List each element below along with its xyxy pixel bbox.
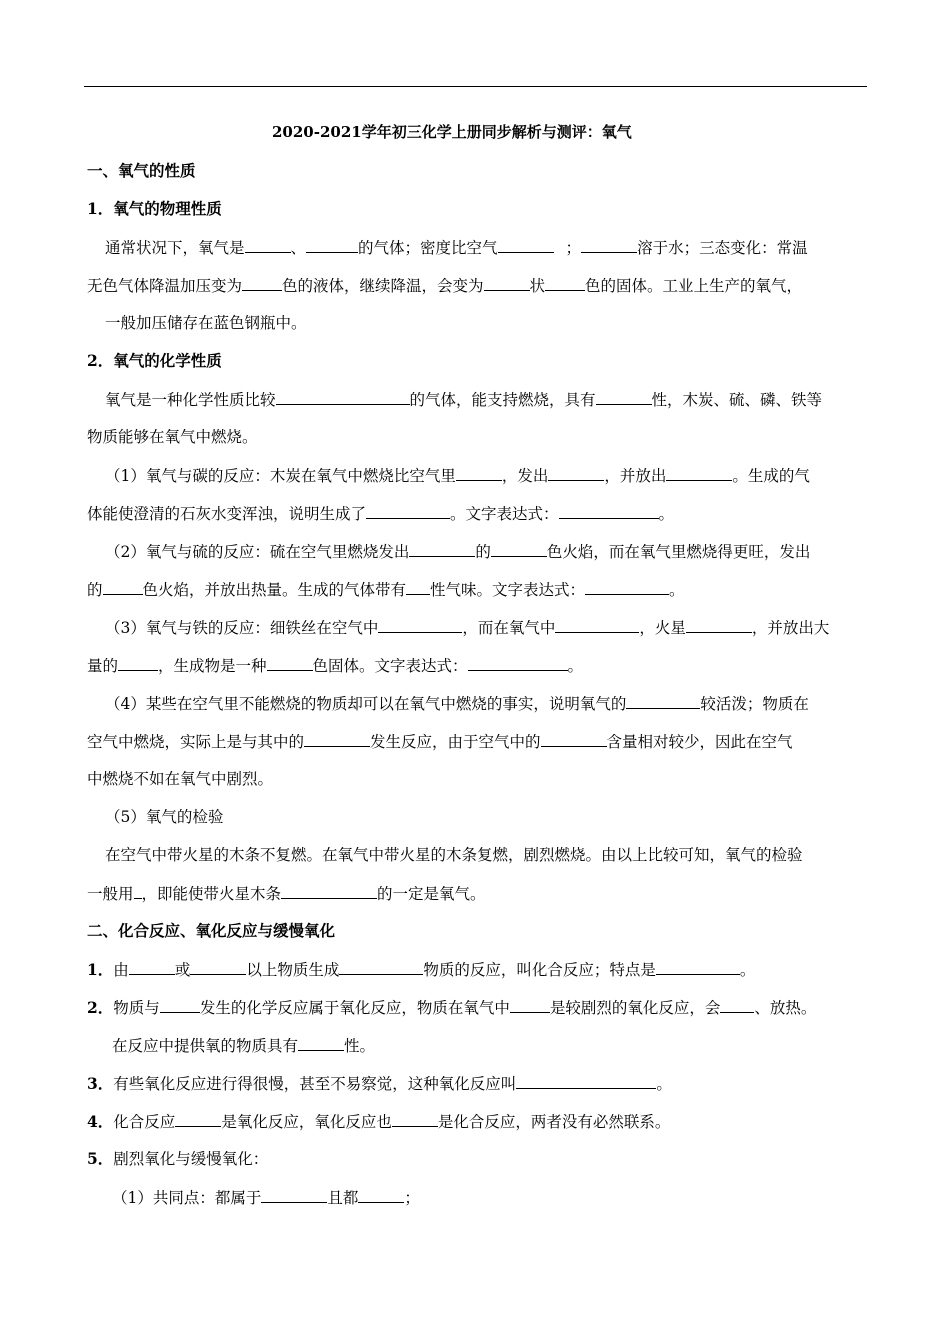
- text: 通常状况下，氧气是: [105, 239, 245, 257]
- text: 剧烈氧化与缓慢氧化：: [113, 1150, 269, 1168]
- text: 是氧化反应，氧化反应也: [221, 1113, 392, 1131]
- text: （4）某些在空气里不能燃烧的物质却可以在氧气中燃烧的事实，说明氧气的: [105, 695, 627, 713]
- text: 物质与: [113, 999, 160, 1017]
- section-1-heading: 一、氧气的性质: [87, 161, 196, 180]
- fill-blank[interactable]: [585, 579, 669, 595]
- text: 空气中燃烧，实际上是与其中的: [87, 733, 305, 751]
- text: 色的液体，继续降温，会变为: [282, 277, 484, 295]
- question-number: 2．: [87, 998, 114, 1017]
- text: 无色气体降温加压变为: [87, 277, 243, 295]
- text: 的: [475, 543, 491, 561]
- fill-blank[interactable]: [261, 1187, 327, 1203]
- text: ，并放出大: [751, 619, 830, 637]
- fill-blank[interactable]: [134, 883, 142, 899]
- fill-blank[interactable]: [468, 655, 568, 671]
- fill-blank[interactable]: [276, 389, 410, 405]
- fill-blank[interactable]: [548, 465, 604, 481]
- text: 含量相对较少，因此在空气: [606, 733, 793, 751]
- chemical-properties-line-2: 物质能够在氧气中燃烧。: [87, 428, 258, 446]
- text: 的一定是氧气。: [377, 885, 486, 903]
- subsection-number: 2．: [87, 351, 114, 370]
- fill-blank[interactable]: [720, 997, 754, 1013]
- fill-blank[interactable]: [304, 731, 370, 747]
- text: 的: [87, 581, 103, 599]
- text: 、放热。: [754, 999, 817, 1017]
- text: 且都: [327, 1189, 359, 1207]
- text: （2）氧气与硫的反应：硫在空气里燃烧发出: [105, 543, 410, 561]
- text: 。: [739, 961, 756, 979]
- oxygen-test-line-1: 在空气中带火星的木条不复燃。在氧气中带火星的木条复燃，剧烈燃烧。由以上比较可知，氧气的检验: [105, 846, 803, 864]
- fill-blank[interactable]: [498, 237, 554, 253]
- text: 色火焰，并放出热量。生成的气体带有: [142, 581, 407, 599]
- carbon-reaction-line-2: [87, 503, 674, 524]
- document-title: 2020-2021学年初三化学上册同步解析与测评：氧气: [272, 123, 632, 141]
- fill-blank[interactable]: [190, 959, 246, 975]
- fill-blank[interactable]: [103, 579, 143, 595]
- text: 物质的反应，叫化合反应；特点是: [423, 961, 656, 979]
- fill-blank[interactable]: [596, 389, 652, 405]
- text: 。: [567, 657, 584, 675]
- fill-blank[interactable]: [366, 503, 450, 519]
- fill-blank[interactable]: [510, 997, 550, 1013]
- section-2-heading: 二、化合反应、氧化反应与缓慢氧化: [87, 921, 336, 940]
- fill-blank[interactable]: [306, 237, 358, 253]
- fill-blank[interactable]: [686, 617, 752, 633]
- text: （3）氧气与铁的反应：细铁丝在空气中: [105, 619, 379, 637]
- text: 。生成的气: [732, 467, 810, 485]
- text: （1）共同点：都属于: [112, 1189, 262, 1207]
- fill-blank[interactable]: [491, 541, 547, 557]
- text: 。: [656, 1075, 672, 1093]
- text: ，而在氧气中: [462, 619, 556, 637]
- text: 色的固体。工业上生产的氧气，: [585, 277, 803, 295]
- question-number: 1．: [87, 960, 114, 979]
- fill-blank[interactable]: [160, 997, 200, 1013]
- text: 化合反应: [113, 1113, 176, 1131]
- text: 。文字表达式：: [450, 505, 559, 523]
- fill-blank[interactable]: [555, 617, 639, 633]
- fill-blank[interactable]: [541, 731, 607, 747]
- text: ；: [565, 239, 582, 257]
- chemical-properties-line-1: [105, 389, 822, 410]
- fill-blank[interactable]: [626, 693, 700, 709]
- question-1: [87, 959, 755, 980]
- fill-blank[interactable]: [484, 275, 530, 291]
- fill-blank[interactable]: [118, 655, 158, 671]
- question-number: 3．: [87, 1074, 114, 1093]
- subsection-title: 氧气的化学性质: [113, 351, 222, 370]
- fill-blank[interactable]: [559, 503, 659, 519]
- text: 发生反应，由于空气中的: [370, 733, 541, 751]
- oxygen-test-heading: （5）氧气的检验: [105, 808, 224, 826]
- fill-blank[interactable]: [406, 579, 430, 595]
- question-2-line-2: [112, 1035, 375, 1056]
- text: 是较剧烈的氧化反应，会: [549, 999, 721, 1017]
- text: ，火星: [639, 619, 686, 637]
- fill-blank[interactable]: [516, 1073, 656, 1089]
- oxygen-activity-line-2: [87, 731, 793, 752]
- fill-blank[interactable]: [339, 959, 423, 975]
- text: 一般用: [87, 885, 134, 903]
- fill-blank[interactable]: [581, 237, 637, 253]
- top-divider-line: [84, 86, 867, 87]
- text: （1）氧气与碳的反应：木炭在氧气中燃烧比空气里: [105, 467, 456, 485]
- text: 或: [174, 961, 191, 979]
- question-number: 4．: [87, 1112, 114, 1131]
- subsection-1-heading: [87, 199, 222, 219]
- question-5: [87, 1149, 268, 1169]
- text: 有些氧化反应进行得很慢，甚至不易察觉，这种氧化反应叫: [113, 1075, 517, 1093]
- question-number: 5．: [87, 1149, 114, 1168]
- text: 是化合反应，两者没有必然联系。: [437, 1113, 671, 1131]
- text: 。: [658, 505, 675, 523]
- text: 性，木炭、硫、磷、铁等: [651, 391, 823, 409]
- fill-blank[interactable]: [267, 655, 313, 671]
- text: ；: [404, 1189, 420, 1207]
- physical-properties-line-1: [105, 237, 808, 258]
- fill-blank[interactable]: [392, 1111, 438, 1127]
- text: 由: [113, 961, 129, 979]
- text: 量的: [87, 657, 119, 675]
- question-3: [87, 1073, 672, 1094]
- sulfur-reaction-line-2: [87, 579, 685, 600]
- fill-blank[interactable]: [666, 465, 732, 481]
- text: 、: [290, 239, 307, 257]
- physical-properties-line-3: 一般加压储存在蓝色钢瓶中。: [105, 314, 307, 332]
- text: 氧气是一种化学性质比较: [105, 391, 276, 409]
- physical-properties-line-2: [87, 275, 802, 296]
- text: 性。: [344, 1037, 376, 1055]
- fill-blank[interactable]: [129, 959, 175, 975]
- fill-blank[interactable]: [378, 617, 462, 633]
- fill-blank[interactable]: [358, 1187, 404, 1203]
- text: 以上物质生成: [246, 961, 340, 979]
- question-2-line-1: [87, 997, 816, 1018]
- oxygen-activity-line-1: [105, 693, 809, 714]
- text: ，生成物是一种: [158, 657, 267, 675]
- text: 的气体；密度比空气: [358, 239, 498, 257]
- text: 在反应中提供氧的物质具有: [112, 1037, 299, 1055]
- fill-blank[interactable]: [545, 275, 585, 291]
- oxygen-test-line-2: [87, 883, 486, 904]
- text: ，发出: [501, 467, 549, 485]
- fill-blank[interactable]: [281, 883, 377, 899]
- iron-reaction-line-1: [105, 617, 829, 638]
- subsection-title: 氧气的物理性质: [113, 199, 222, 218]
- text: 溶于水；三态变化：常温: [637, 239, 808, 257]
- fill-blank[interactable]: [245, 237, 291, 253]
- text: 发生的化学反应属于氧化反应，物质在氧气中: [199, 999, 510, 1017]
- text: 色火焰，而在氧气里燃烧得更旺，发出: [546, 543, 811, 561]
- text: 状: [529, 277, 546, 295]
- text: 体能使澄清的石灰水变浑浊，说明生成了: [87, 505, 367, 523]
- text: 性气味。文字表达式：: [430, 581, 586, 599]
- subsection-2-heading: [87, 351, 222, 371]
- fill-blank[interactable]: [242, 275, 282, 291]
- iron-reaction-line-2: [87, 655, 583, 676]
- fill-blank[interactable]: [409, 541, 475, 557]
- carbon-reaction-line-1: [105, 465, 810, 486]
- text: ，并放出: [604, 467, 667, 485]
- question-5-part-1: [112, 1187, 420, 1208]
- fill-blank[interactable]: [175, 1111, 221, 1127]
- fill-blank[interactable]: [298, 1035, 344, 1051]
- sulfur-reaction-line-1: [105, 541, 810, 562]
- oxygen-activity-line-3: 中燃烧不如在氧气中剧烈。: [87, 770, 274, 788]
- text: 。: [669, 581, 685, 599]
- fill-blank[interactable]: [656, 959, 740, 975]
- subsection-number: 1．: [87, 199, 114, 218]
- question-4: [87, 1111, 670, 1132]
- text: 的气体，能支持燃烧，具有: [409, 391, 596, 409]
- text: ，即能使带火星木条: [141, 885, 282, 903]
- fill-blank[interactable]: [456, 465, 502, 481]
- text: 色固体。文字表达式：: [312, 657, 468, 675]
- text: 较活泼；物质在: [700, 695, 809, 713]
